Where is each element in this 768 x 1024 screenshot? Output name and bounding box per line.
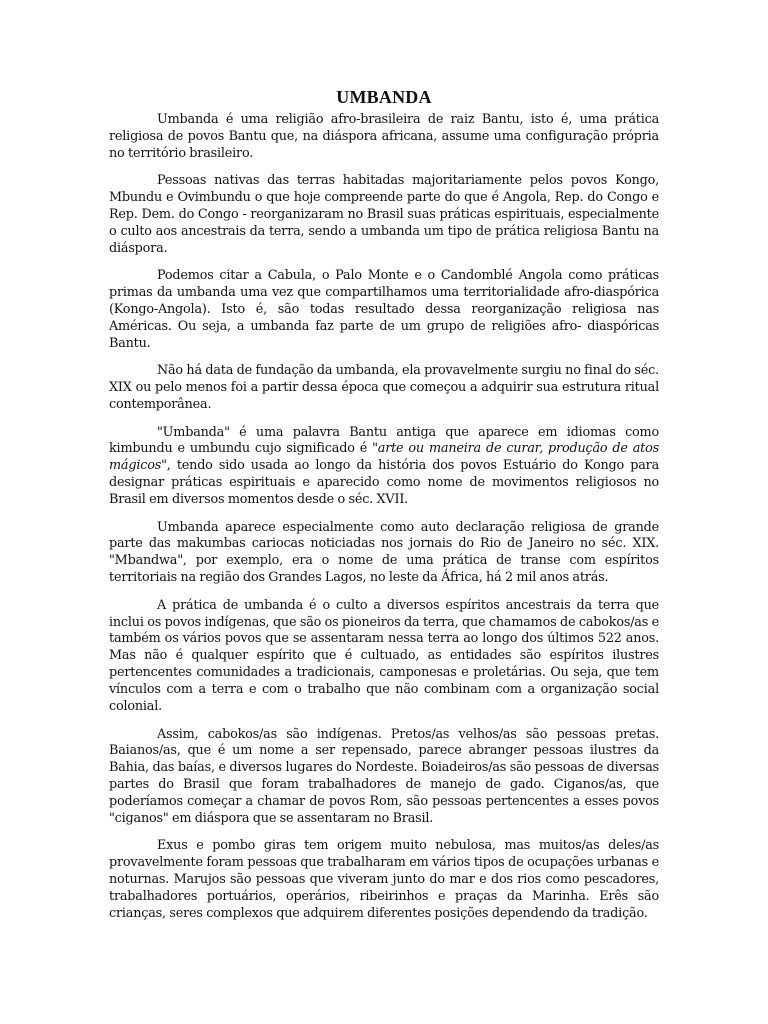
paragraph-5-italic-quote: "arte ou maneira de curar, produção de atos mágicos" <box>109 441 659 474</box>
paragraph-6: Umbanda aparece especialmente como auto declaração religiosa de grande parte das makumbas cariocas noticiadas nos jornais do Rio de Janeiro no séc. XIX. "Mbandwa", por exemplo, era o nome de uma prática de transe com espíritos territoriais na região dos Grandes Lagos, no leste da África, há 2 mil anos atrás. <box>109 519 659 586</box>
paragraph-8: Assim, cabokos/as são indígenas. Pretos/as velhos/as são pessoas pretas. Baianos/as, que é um nome a ser repensado, parece abranger pessoas ilustres da Bahia, das baías, e diversos lugares do Nordeste. Boiadeiros/as são pessoas de diversas partes do Brasil que foram trabalhadores de manejo de gado. Ciganos/as, que poderíamos começar a chamar de povos Rom, são pessoas pertencentes a esses povos "ciganos" em diáspora que se assentaram no Brasil. <box>109 726 659 827</box>
paragraph-3: Podemos citar a Cabula, o Palo Monte e o Candomblé Angola como práticas primas da umbanda uma vez que compartilhamos uma territorialidade afro-diaspórica (Kongo-Angola). Isto é, são todas resultado dessa reorganização religiosa nas Américas. Ou seja, a umbanda faz parte de um grupo de religiões afro- diaspóricas Bantu. <box>109 268 659 351</box>
document-title: UMBANDA <box>336 87 432 107</box>
paragraph-5 <box>109 425 659 510</box>
paragraph-9: Exus e pombo giras tem origem muito nebulosa, mas muitos/as deles/as provavelmente foram pessoas que trabalharam em vários tipos de ocupações urbanas e noturnas. Marujos são pessoas que viveram junto do mar e dos rios como pescadores, trabalhadores portuários, operários, ribeirinhos e praças da Marinha. Erês são crianças, seres complexos que adquirem diferentes posições dependendo da tradição. <box>109 838 659 922</box>
document-page <box>109 86 659 933</box>
paragraph-1: Umbanda é uma religião afro-brasileira de raiz Bantu, isto é, uma prática religiosa de povos Bantu que, na diáspora africana, assume uma configuração própria no território brasileiro. <box>109 112 659 161</box>
paragraph-5-part-1: "Umbanda" é uma palavra Bantu antiga que aparece em idiomas como kimbundu e umbundu cujo significado é <box>109 424 659 457</box>
paragraph-5-part-2: , tendo sido usada ao longo da história dos povos Estuário do Kongo para designar práticas espirituais e aparecido como nome de movimentos religiosos no Brasil em diversos momentos desde o séc. XVII. <box>109 458 659 508</box>
paragraph-4: Não há data de fundação da umbanda, ela provavelmente surgiu no final do séc. XIX ou pelo menos foi a partir dessa época que começou a adquirir sua estrutura ritual contemporânea. <box>109 363 659 413</box>
paragraph-2: Pessoas nativas das terras habitadas majoritariamente pelos povos Kongo, Mbundu e Ovimbundu o que hoje compreende parte do que é Angola, Rep. do Congo e Rep. Dem. do Congo - reorganizaram no Brasil suas práticas espirituais, especialmente o culto aos ancestrais da terra, sendo a umbanda um tipo de prática religiosa Bantu na diáspora. <box>109 173 659 256</box>
paragraph-7: A prática de umbanda é o culto a diversos espíritos ancestrais da terra que inclui os povos indígenas, que são os pioneiros da terra, que chamamos de cabokos/as e também os vários povos que se assentaram nessa terra ao longo dos últimos 522 anos. Mas não é qualquer espírito que é cultuado, as entidades são espíritos ilustres pertencentes comunidades a tradicionais, camponesas e proletárias. Ou seja, que tem vínculos com a terra e com o trabalho que não combinam com a organização social colonial. <box>109 597 659 715</box>
